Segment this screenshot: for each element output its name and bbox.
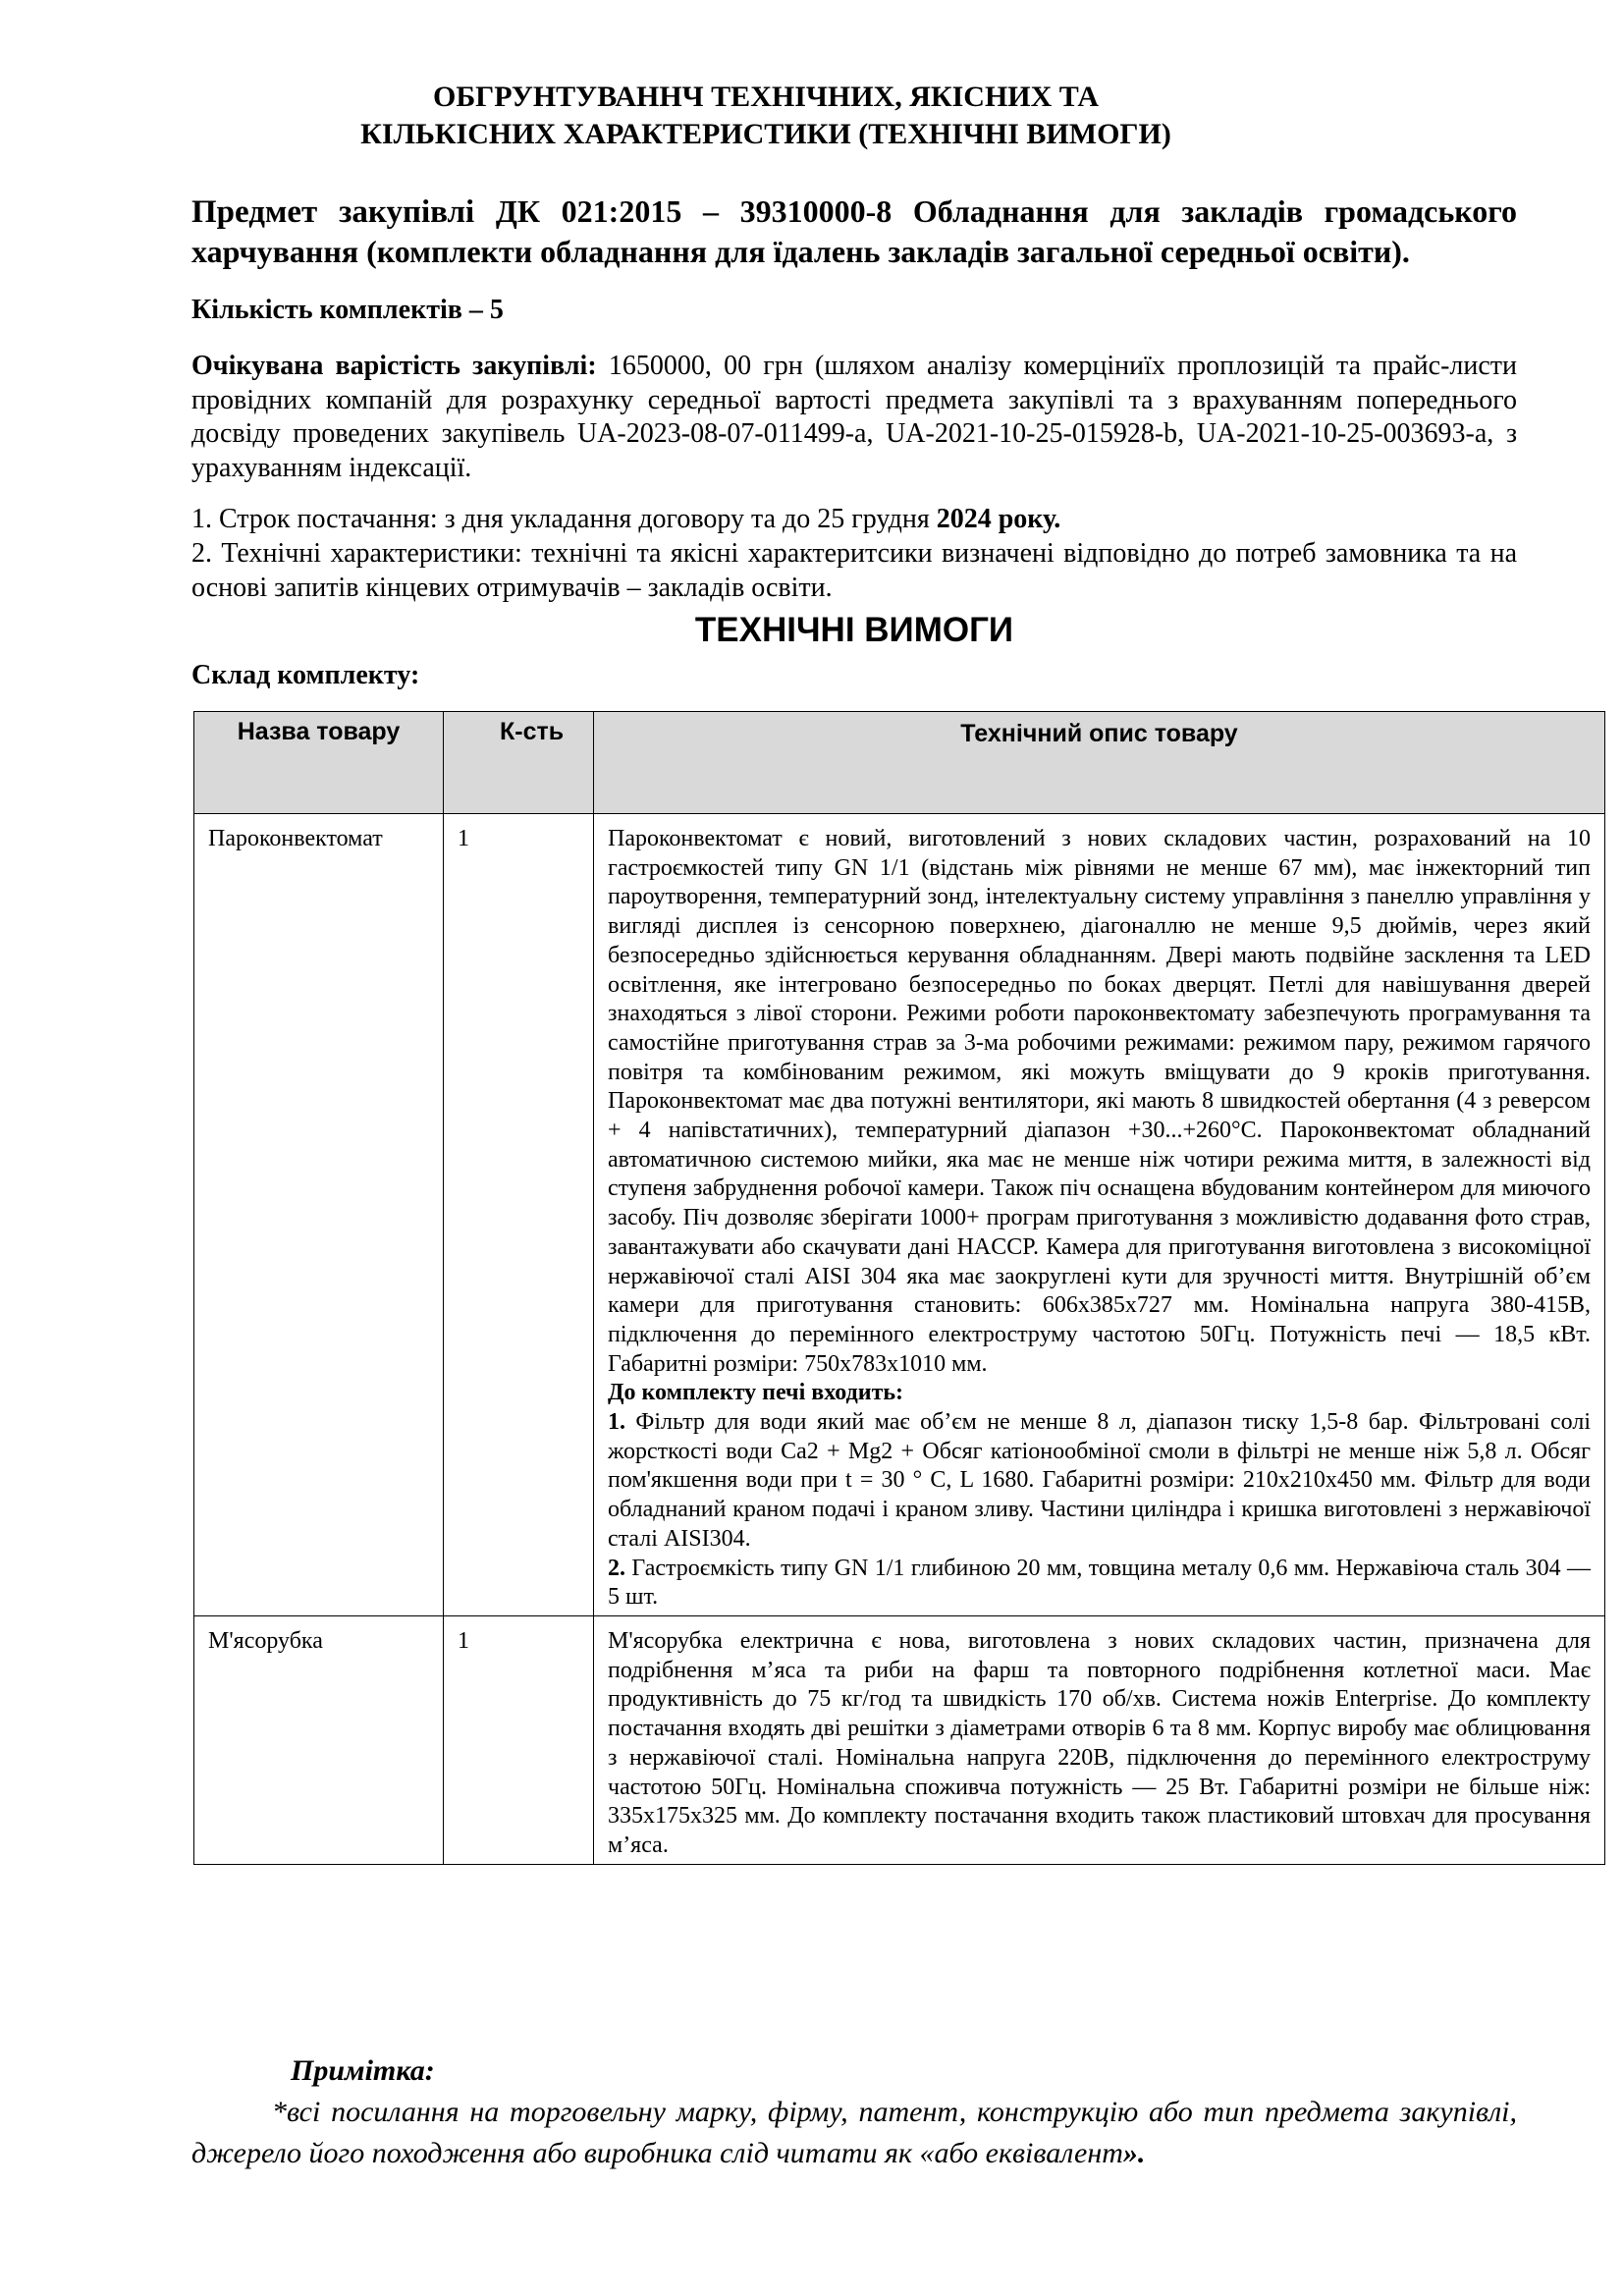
expected-cost-label: Очікувана варістість закупівлі: [191,351,597,381]
note-body [191,2092,1517,2174]
header-product-name: Назва товару [194,712,444,814]
technical-characteristics-note: 2. Технічні характеристики: технічні та якісні характеритсики визначені відповідно до потреб замовника та на основі запитів кінцевих отримувачів – закладів освіти. [191,538,1517,603]
included-item-text: Гастроємкість типу GN 1/1 глибиною 20 мм, товщина металу 0,6 мм. Нержавіюча сталь 304 — 5 шт. [608,1555,1591,1611]
requirements-heading: ТЕХНІЧНІ ВИМОГИ [694,611,1014,649]
expected-cost [191,350,1517,485]
note-title: Примітка: [291,2054,435,2087]
row-description [594,814,1605,1616]
kit-quantity: Кількість комплектів – 5 [191,295,504,325]
row-product-name: М'ясорубка [194,1615,444,1864]
includes-heading: До комплекту печі входить: [608,1380,904,1406]
equipment-table [193,711,1605,1865]
subject-label: Предмет закупівлі [191,194,475,230]
delivery-term [191,503,1517,537]
row-description: М'ясорубка електрична є нова, виготовлена з нових складових частин, призначена для подрібнення м’яса та риби на фарш та повторного подрібнення котлетної маси. Має продуктивність до 75 кг/год та швидкість 170 об/хв. Система ножів Enterprise. До комплекту постачання входять дві решітки з діаметрами отворів 6 та 8 мм. Корпус виробу має облицювання з нержавіючої сталі. Номінальна напруга 220В, підключення до перемінного електроструму частотою 50Гц. Номінальна споживча потужність — 25 Вт. Габаритні розміри не більше ніж: 335х175х325 мм. До комплекту постачання входить також пластиковий штовхач для просування м’яса. [594,1615,1605,1864]
row-product-name: Пароконвектомат [194,814,444,1616]
included-item-number: 2. [608,1555,625,1581]
table-row [194,814,1605,1616]
row-quantity: 1 [444,1615,594,1864]
subject-text: ДК 021:2015 – 39310000-8 Обладнання для закладів громадського харчування (комплекти обладнання для їдалень закладів загальної середньої освіти). [191,193,1518,269]
table-header-row [194,712,1605,814]
expected-cost-text: 1650000, 00 грн (шляхом аналізу комерціниїх проплозицій та прайс-листи провідних компаній для розрахунку середньої вартості предмета закупівлі та з врахуванням попереднього досвіду проведених закупівель UA-2023-08-07-011499-a, UA-2021-10-25-015928-b, UA-2021-10-25-003693-a, з урахуванням індексації. [191,351,1517,483]
note-text: *всі посилання на торговельну марку, фірму, патент, конструкцію або тип предмета закупівлі, джерело його походження або виробника слід читати як «або еквівалент [191,2096,1517,2169]
delivery-term-year: 2024 року. [936,504,1061,534]
header-description: Технічний опис товару [594,712,1605,814]
description-text: Пароконвектомат є новий, виготовлений з нових складових частин, розрахований на 10 гастроємкостей типу GN 1/1 (відстань між рівнями не менше 67 мм), має інжекторний тип пароутворення, температурний зонд, інтелектуальну систему управління з панеллю управління у вигляді дисплея із сенсорною поверхнею, діагоналлю не менше 9,5 дюймів, через який безпосередньо здійснюється керування обладнанням. Двері мають подвійне засклення та LED освітлення, яке інтегровано безпосередньо по боках дверцят. Петлі для навішування дверей знаходяться з лівої сторони. Режими роботи пароконвектомату забезпечують програмування та самостійне приготування страв за 3-ма робочими режимами: режимом пару, режимом гарячого повітря та комбінованим режимом, які можуть вміщувати до 9 кроків приготування. Пароконвектомат має два потужні вентилятори, які мають 8 швидкостей обертання (4 з реверсом + 4 напівстатичних), температурний діапазон +30...+260°С. Пароконвектомат обладнаний автоматичною системою мийки, яка має не менше ніж чотири режима миття, в залежності від ступеня забруднення робочої камери. Також піч оснащена вбудованим контейнером для миючого засобу. Піч дозволяє зберігати 1000+ програм приготування з можливістю додавання фото страв, завантажувати або скачувати дані HACCP. Камера для приготування виготовлена з високоміцної нержавіючої сталі AISI 304 яка має заокруглені кути для зручності миття. Внутрішній об’єм камери для приготування становить: 606х385х727 мм. Номінальна напруга 380-415В, підключення до перемінного електроструму частотою 50Гц. Потужність печі — 18,5 кВт. Габаритні розміри: 750х783х1010 мм. [608,826,1591,1377]
document-title-line1: ОБГРУНТУВАННЧ ТЕХНІЧНИХ, ЯКІСНИХ ТА [432,81,1099,113]
note-end: ». [1122,2137,1146,2169]
header-quantity: К-сть [444,712,594,814]
table-row [194,1615,1605,1864]
procurement-subject [191,191,1517,271]
included-item-number: 1. [608,1409,625,1436]
included-item-text: Фільтр для води який має об’єм не менше 8 л, діапазон тиску 1,5-8 бар. Фільтровані солі жорсткості води Са2 + Mg2 + Обсяг катіонообміної смоли в фільтрі не менше ніж 5,8 л. Обсяг пом'якшення води при t = 30 ° С, L 1680. Габаритні розміри: 210х210х450 мм. Фільтр для води обладнаний краном подачі і краном зливу. Частини циліндра і кришка виготовлені з нержавіючої сталі AISI304. [608,1409,1591,1552]
composition-label: Склад комплекту: [191,660,420,690]
delivery-term-text: 1. Строк постачання: з дня укладання договору та до 25 грудня [191,504,937,534]
row-quantity: 1 [444,814,594,1616]
document-title-line2: КІЛЬКІСНИХ ХАРАКТЕРИСТИКИ (ТЕХНІЧНІ ВИМОГИ) [360,118,1171,150]
